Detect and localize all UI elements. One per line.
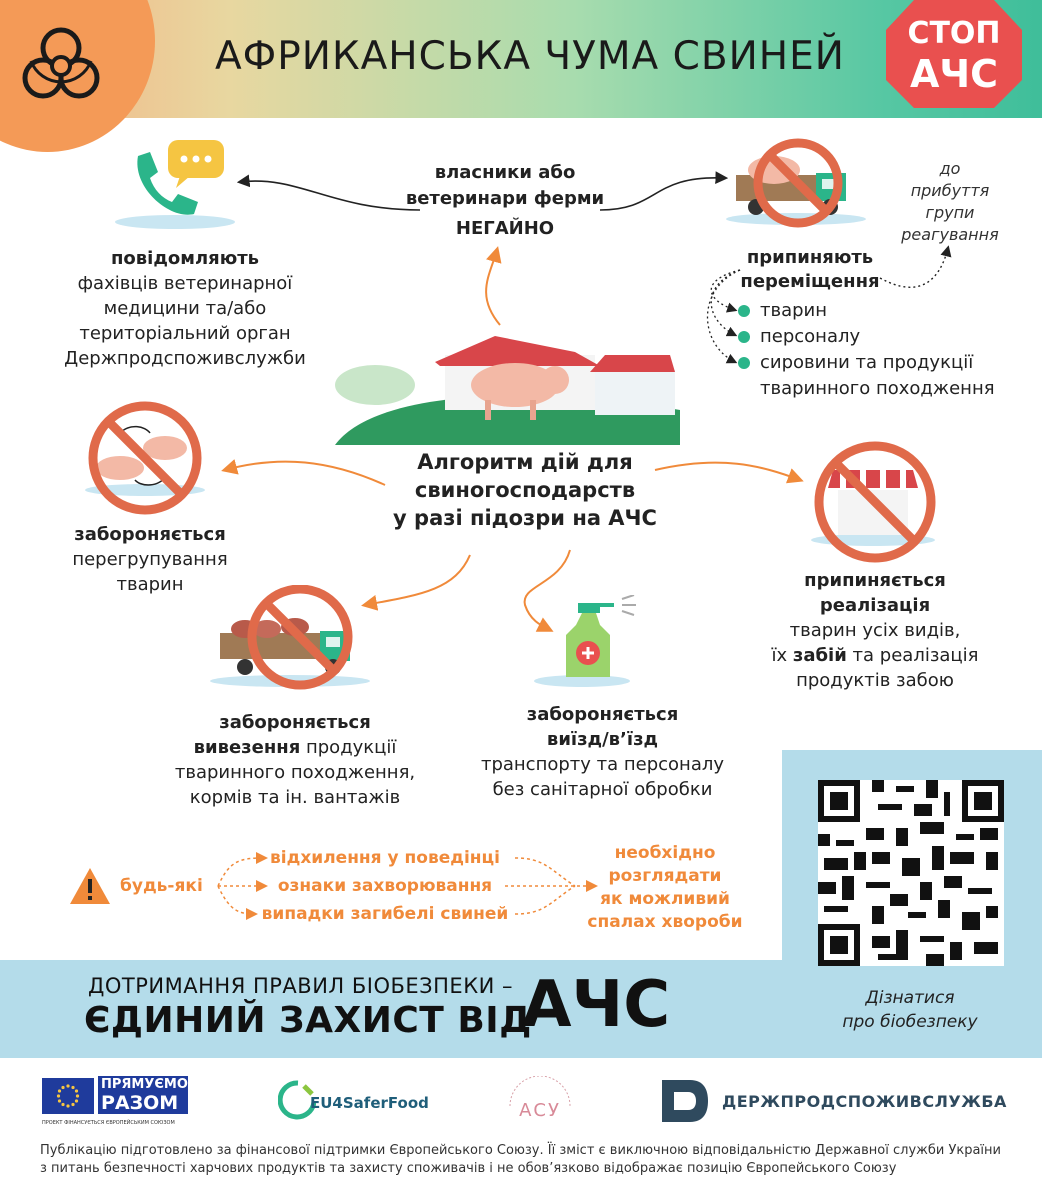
list-item [738, 298, 1018, 324]
conclusion-line1: необхідно [614, 843, 716, 863]
regroup-line1: перегрупування [72, 549, 228, 570]
stop-movement-title1: припиняють [746, 247, 874, 268]
sale-title1: припиняється [804, 570, 946, 591]
export-title: забороняється [219, 712, 371, 733]
top-line3: НЕГАЙНО [455, 218, 555, 239]
dps-logo-icon [660, 1078, 710, 1124]
footer-line1: Публікацію підготовлено за фінансової підтримки Європейського Союзу. Її зміст є виключною відповідальністю Державної служби України [40, 1143, 1001, 1158]
page-title: АФРИКАНСЬКА ЧУМА СВИНЕЙ [215, 34, 845, 79]
entry-line1: транспорту та персоналу [480, 754, 725, 775]
banned-pig-truck-icon [726, 135, 871, 235]
qr-caption2: про біобезпеку [842, 1012, 978, 1032]
warning-item-behavior: відхилення у поведінці [270, 848, 500, 868]
center-line3: у разі підозри на АЧС [393, 506, 657, 530]
eu4saferfood-logo: EU4SaferFood [310, 1094, 429, 1112]
stop-line2: АЧС [909, 52, 998, 96]
export-line1 [160, 735, 430, 760]
sale-line1: тварин усіх видів, [789, 620, 961, 641]
list-item-label: персоналу [760, 326, 861, 347]
list-item-continued: тваринного походження [760, 378, 995, 399]
banned-meat-truck-icon [205, 585, 375, 690]
export-line3: кормів та ін. вантажів [189, 787, 401, 808]
conclusion-line3: як можливий [600, 889, 730, 909]
center-line2: свиногосподарств [414, 478, 636, 502]
qr-caption1: Дізнатися [865, 988, 955, 1008]
phone-chat-icon [110, 138, 240, 233]
list-item-label: тварин [760, 300, 828, 321]
footer-line2: з питань безпечності харчових продуктів та захисту споживачів і не обов’язково відображає позицію Європейського Союзу [40, 1161, 897, 1176]
conclusion-line4: спалах хвороби [587, 912, 743, 932]
note-line4: реагування [901, 225, 999, 244]
banned-regroup-icon [80, 398, 210, 518]
conclusion-line2: розглядати [608, 866, 722, 886]
notify-line4: Держпродспоживслужби [64, 348, 306, 369]
eu-flag-icon [42, 1078, 94, 1114]
eu-stars-icon [42, 1078, 94, 1114]
export-line2: тваринного походження, [174, 762, 416, 783]
list-item [738, 324, 1018, 350]
banner-line1: ДОТРИМАННЯ ПРАВИЛ БІОБЕЗПЕКИ – [88, 974, 513, 998]
notify-title: повідомляють [110, 248, 260, 269]
warning-item-deaths: випадки загибелі свиней [261, 904, 509, 924]
top-line1: власники або [434, 162, 576, 183]
note-line2: прибуття [910, 181, 990, 200]
footer-disclaimer [40, 1142, 1020, 1178]
bullet-icon [738, 357, 750, 369]
sale-line2-part1: їх [771, 645, 793, 666]
stop-line1: СТОП [907, 16, 1001, 51]
qr-code[interactable] [818, 780, 1004, 966]
sale-line2-bold: забій [792, 645, 847, 666]
center-line1: Алгоритм дій для [417, 450, 633, 474]
asu-logo: АСУ [519, 1100, 561, 1121]
warning-icon [68, 866, 112, 906]
eu-logo-small: ПРОЕКТ ФІНАНСУЄТЬСЯ ЄВРОПЕЙСЬКИМ СОЮЗОМ [42, 1120, 175, 1126]
notify-line1: фахівців ветеринарної [77, 273, 293, 294]
regroup-line2: тварин [116, 574, 184, 595]
export-line1-rest: продукції [300, 737, 397, 758]
sale-line3: продуктів забою [796, 670, 954, 691]
warning-item-symptoms: ознаки захворювання [277, 876, 493, 896]
bullet-icon [738, 305, 750, 317]
stop-movement-list [738, 298, 1018, 402]
eu-logo-text1: ПРЯМУЄМО [98, 1076, 188, 1094]
entry-title1: забороняється [526, 704, 679, 725]
note-line1: до [939, 159, 961, 178]
bullet-icon [738, 331, 750, 343]
banned-market-stall-icon [808, 440, 943, 565]
sale-line2 [760, 643, 990, 668]
list-item [738, 350, 1018, 376]
note-line3: групи [925, 203, 975, 222]
export-line1-bold: вивезення [193, 737, 301, 758]
sale-line2-part3: та реалізація [846, 645, 979, 666]
list-item-label: сировини та продукції [760, 352, 974, 373]
regroup-title: забороняється [74, 524, 226, 545]
eu-logo-text2: РАЗОМ [98, 1093, 188, 1114]
farm-illustration [335, 330, 680, 445]
warning-any: будь-які [120, 876, 203, 896]
notify-line2: медицини та/або [103, 298, 267, 319]
notify-line3: територіальний орган [79, 323, 291, 344]
disinfectant-spray-icon [530, 595, 640, 690]
top-line2: ветеринари ферми [405, 188, 605, 209]
entry-title2: виїзд/в’їзд [546, 729, 659, 750]
stop-movement-title2: переміщення [740, 271, 880, 292]
banner-big: АЧС [522, 968, 671, 1042]
banner-line2: ЄДИНИЙ ЗАХИСТ ВІД [84, 1000, 532, 1041]
sale-title2: реалізація [819, 595, 931, 616]
entry-line2: без санітарної обробки [492, 779, 713, 800]
dps-logo-text: ДЕРЖПРОДСПОЖИВСЛУЖБА [722, 1092, 1007, 1111]
